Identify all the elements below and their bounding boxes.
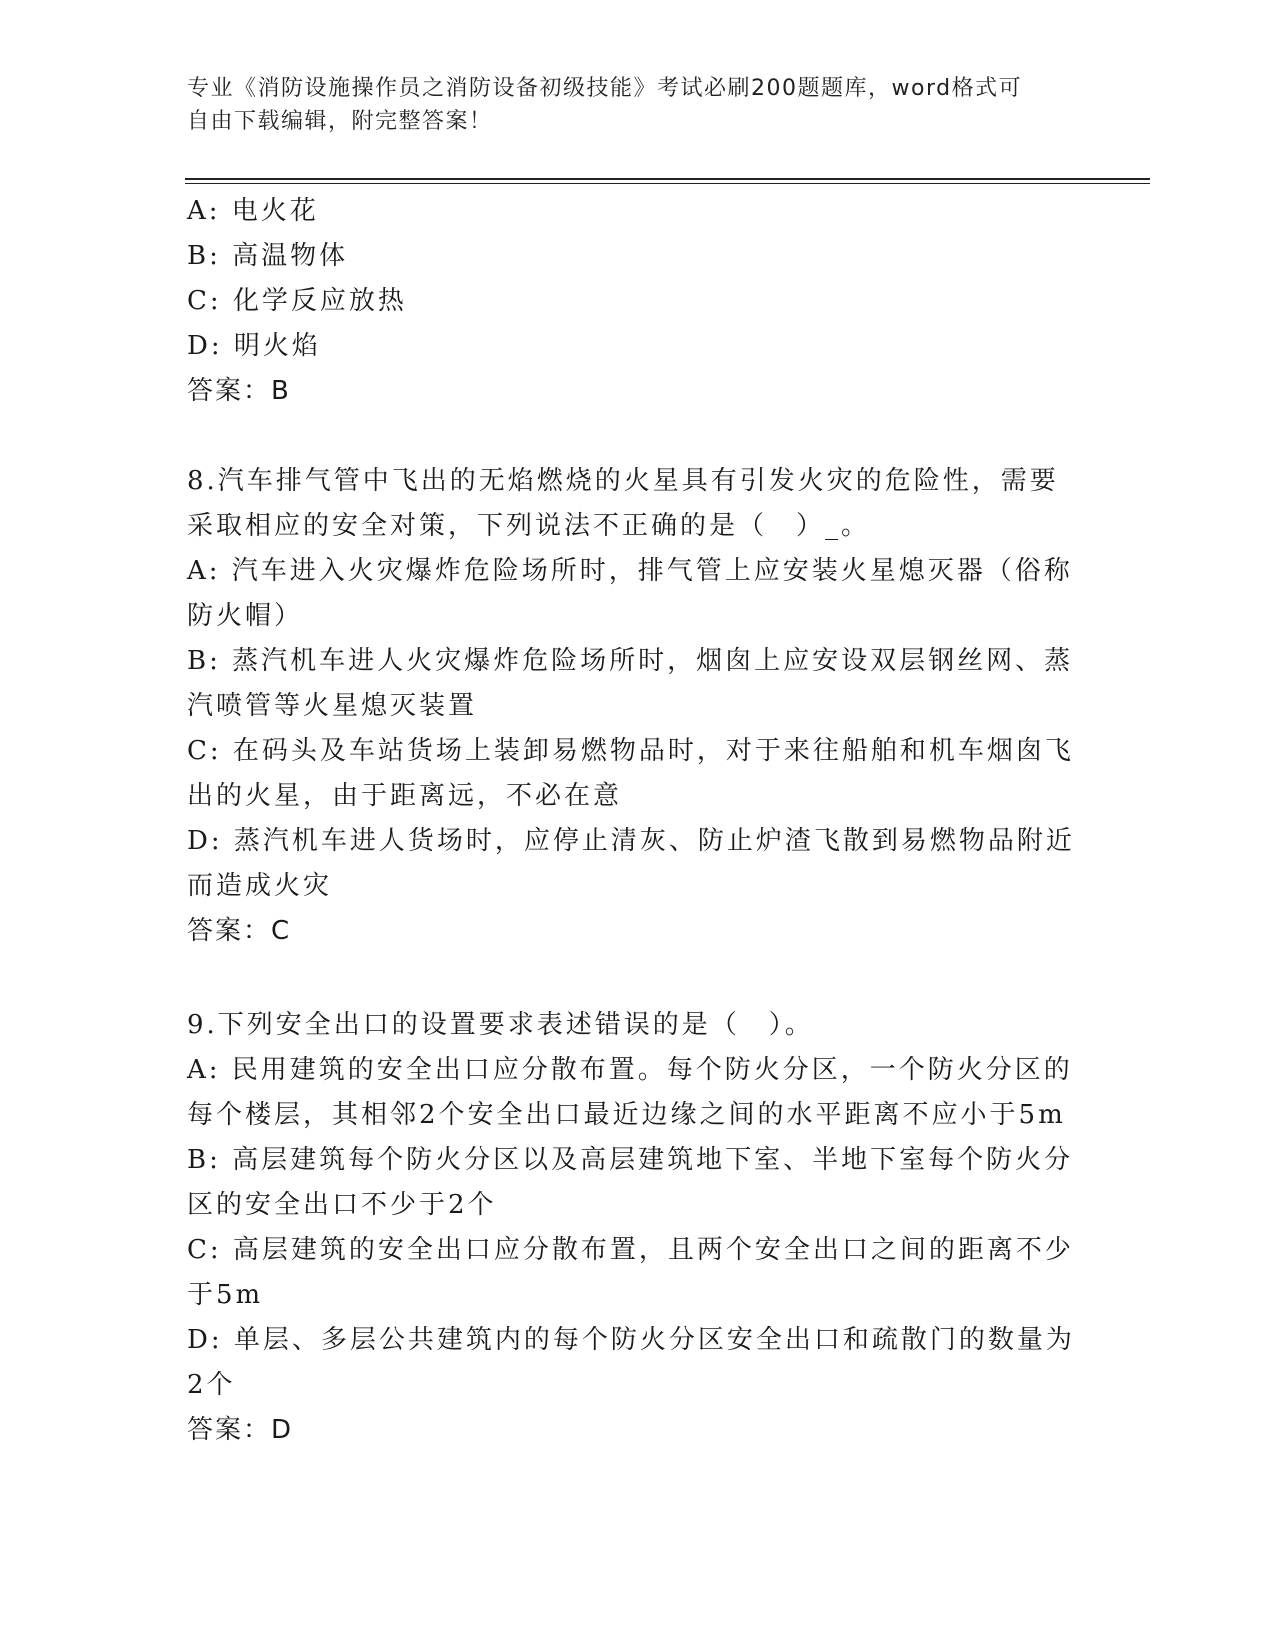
q8-option-d-line-1: D: 蒸汽机车进人货场时，应停止清灰、防止炉渣飞散到易燃物品附近 xyxy=(187,826,1075,856)
question-7-block xyxy=(187,189,407,414)
document-header xyxy=(187,72,1067,138)
header-line-2: 自由下载编辑，附完整答案！ xyxy=(187,109,493,134)
q8-option-b-line-1: B: 蒸汽机车进人火灾爆炸危险场所时，烟囱上应安设双层钢丝网、蒸 xyxy=(187,646,1074,676)
q9-option-a-line-1: A: 民用建筑的安全出口应分散布置。每个防火分区，一个防火分区的 xyxy=(187,1055,1073,1085)
q8-option-a-line-1: A: 汽车进入火灾爆炸危险场所时，排气管上应安装火星熄灭器（俗称 xyxy=(187,556,1073,586)
q8-answer: 答案：C xyxy=(187,916,292,946)
q9-option-c-line-1: C: 高层建筑的安全出口应分散布置，且两个安全出口之间的距离不少 xyxy=(187,1235,1074,1265)
q8-option-d-line-2: 而造成火灾 xyxy=(187,871,333,901)
q8-option-c-line-2: 出的火星，由于距离远，不必在意 xyxy=(187,781,623,811)
q7-answer: 答案：B xyxy=(187,376,291,406)
q9-answer: 答案：D xyxy=(187,1415,294,1445)
q8-option-a-line-2: 防火帽） xyxy=(187,601,304,631)
header-rule-thin xyxy=(185,183,1150,184)
q8-stem-line-2: 采取相应的安全对策，下列说法不正确的是（ ）_。 xyxy=(187,511,871,541)
q7-option-a: A: 电火花 xyxy=(187,196,319,226)
q9-option-d-line-1: D: 单层、多层公共建筑内的每个防火分区安全出口和疏散门的数量为 xyxy=(187,1325,1075,1355)
q9-option-b-line-2: 区的安全出口不少于2个 xyxy=(187,1190,497,1220)
q7-option-c: C: 化学反应放热 xyxy=(187,286,407,316)
q7-option-d: D: 明火焰 xyxy=(187,331,321,361)
header-line-1: 专业《消防设施操作员之消防设备初级技能》考试必刷200题题库，word格式可 xyxy=(187,76,1023,101)
q9-option-c-line-2: 于5m xyxy=(187,1280,264,1310)
q9-option-b-line-1: B: 高层建筑每个防火分区以及高层建筑地下室、半地下室每个防火分 xyxy=(187,1145,1074,1175)
q9-option-d-line-2: 2个 xyxy=(187,1370,236,1400)
q8-stem-line-1: 8.汽车排气管中飞出的无焰燃烧的火星具有引发火灾的危险性，需要 xyxy=(187,466,1059,496)
q8-option-c-line-1: C: 在码头及车站货场上装卸易燃物品时，对于来往船舶和机车烟囱飞 xyxy=(187,736,1074,766)
header-rule-thick xyxy=(185,178,1150,180)
q9-option-a-line-2: 每个楼层，其相邻2个安全出口最近边缘之间的水平距离不应小于5m xyxy=(187,1100,1066,1130)
q9-stem: 9.下列安全出口的设置要求表述错误的是（ ）。 xyxy=(187,1010,814,1040)
q7-option-b: B: 高温物体 xyxy=(187,241,349,271)
question-9-block xyxy=(187,1003,1075,1453)
q8-option-b-line-2: 汽喷管等火星熄灭装置 xyxy=(187,691,478,721)
question-8-block xyxy=(187,459,1075,954)
